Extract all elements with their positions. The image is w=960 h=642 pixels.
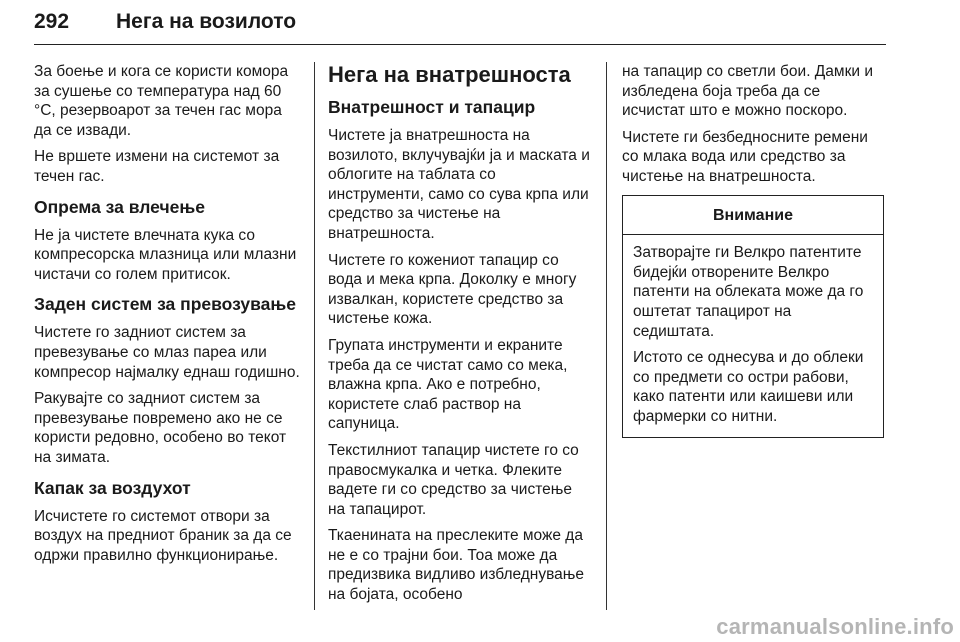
paragraph: Не вршете измени на системот за течен гас. [34,148,280,185]
section-heading-air-intake-cover: Капак за воздухот [34,477,191,498]
page-number: 292 [34,10,70,33]
paragraph: Ракувајте со задниот систем за превезување повремено ако не се користи редовно, особено во текот на зимата. [34,390,287,466]
paragraph: Истото се однесува и до облеки со предмети со остри рабови, како патенти или каишеви или фармерки со нитни. [633,349,864,425]
section-heading-towing-equipment: Опрема за влечење [34,196,205,217]
paragraph: Групата инструменти и екраните треба да се чистат само со мека, влажна крпа. Ако е потребно, користете слаб раствор на сапуница. [328,336,568,433]
page-header [34,6,886,45]
paragraph: За боење и кога се користи комора за сушење со температура над 60 °C, резервоарот за течен гас мора да се извади. [34,63,289,139]
paragraph: Чистете го задниот систем за превезување со млаз пареа или компресор најмалку еднаш годишно. [34,324,300,381]
paragraph: Не ја чистете влечната кука со компресорска млазница или млазни чистачи со голем притисок. [34,226,297,283]
column-divider [314,62,315,610]
running-title: Нега на возилото [116,10,297,33]
column-left [34,62,300,572]
column-right [622,62,886,438]
paragraph: Затворајте ги Велкро патентите бидејќи отворените Велкро патенти на облеката може да го оштетат тапацирот на седиштата. [633,244,864,340]
watermark: carmanualsonline.info [716,614,954,639]
paragraph: Текстилниот тапацир чистете го со правосмукалка и четка. Флеките вадете ги со средство за чистење на тапацирот. [328,441,579,518]
section-title-interior-care: Нега на внатрешноста [328,62,571,87]
paragraph: на тапацир со светли бои. Дамки и избледена боја треба да се исчистат што е можно поскоро. [622,63,873,120]
paragraph: Чистете ги безбедносните ремени со млака вода или средство за чистење на внатрешноста. [622,128,868,185]
paragraph: Чистете го кожениот тапацир со вода и мека крпа. Доколку е многу извалкан, користете средство за чистење кожа. [328,251,577,328]
caution-notice-title: Внимание [623,196,883,236]
section-heading-rear-carrier: Заден систем за превозување [34,294,296,315]
paragraph: Чистете ја внатрешноста на возилото, вклучувајќи ја и маската и облогите на таблата со инструменти, само со сува крпа или средство за чистење на внатрешноста. [328,127,590,242]
caution-notice-box [622,195,884,438]
paragraph: Ткаенината на преслеките може да не е со трајни бои. Тоа може да предизвика видливо избледнување на бојата, особено [328,527,585,604]
paragraph: Исчистете го системот отвори за воздух на предниот браник за да се одржи правилно функционирање. [34,507,292,564]
section-heading-interior-upholstery: Внатрешност и тапацир [328,97,536,117]
column-divider [606,62,607,610]
column-middle [328,62,592,612]
caution-notice-body [623,235,883,436]
